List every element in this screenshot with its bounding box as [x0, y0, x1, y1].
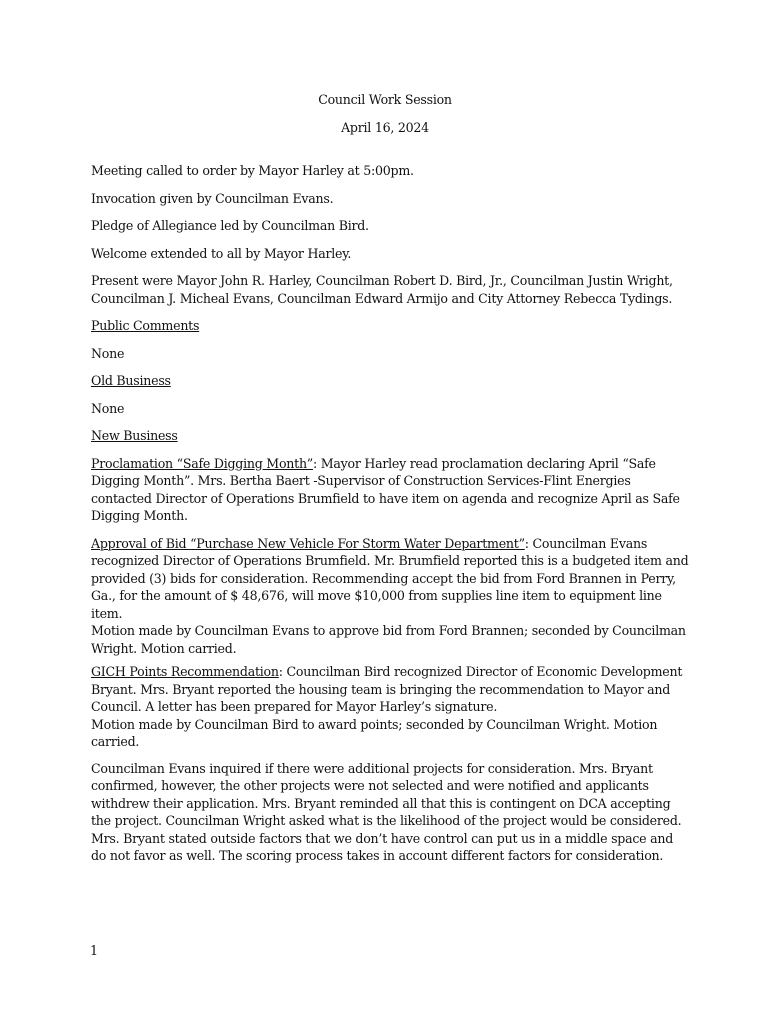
new-business-heading: New Business [91, 428, 178, 443]
agenda-item-motion: Motion made by Councilman Evans to approve bid from Ford Brannen; seconded by Councilman Wright. Motion carried. [91, 623, 686, 656]
public-comments-heading: Public Comments [91, 318, 200, 333]
agenda-item-body: : Councilman Bird recognized Director of Economic Development Bryant. Mrs. Bryant reported the housing team is bringing the recommendation to Mayor and Council. A letter has been prepared for Mayor Harley’s signature. [91, 664, 683, 714]
welcome: Welcome extended to all by Mayor Harley. [91, 245, 352, 261]
invocation: Invocation given by Councilman Evans. [91, 190, 334, 206]
agenda-item-body: : Mayor Harley read proclamation declaring April “Safe Digging Month”. Mrs. Bertha Baert -Supervisor of Construction Services-Flint Energies contacted Director of Operations Brumfield to have item on agenda and recognize April as Safe Digging Month. [91, 455, 680, 523]
call-to-order: Meeting called to order by Mayor Harley at 5:00pm. [91, 163, 414, 178]
agenda-item-title: GICH Points Recommendation [91, 664, 279, 679]
document-title: Council Work Session [318, 92, 452, 107]
agenda-item-body: : Councilman Evans recognized Director of Operations Brumfield. Mr. Brumfield reported this is a budgeted item and provided (3) bids for consideration. Recommending accept the bid from Ford Brannen in Perry, Ga., for the amount of $ 48,676, will move $10,000 from supplies line item to equipment line item. [91, 535, 689, 621]
page-number: 1 [90, 943, 99, 958]
document-body [91, 91, 691, 875]
agenda-item-motion: Motion made by Councilman Bird to award points; seconded by Councilman Wright. Motion carried. [91, 716, 658, 749]
old-business-heading: Old Business [91, 373, 171, 388]
meeting-date: April 16, 2024 [341, 119, 429, 135]
agenda-item-bid-approval [91, 535, 691, 623]
attendance: Present were Mayor John R. Harley, Councilman Robert D. Bird, Jr., Councilman Justin Wright, Councilman J. Micheal Evans, Councilman Edward Armijo and City Attorney Rebecca Tydings. [91, 273, 673, 306]
discussion-paragraph: Councilman Evans inquired if there were additional projects for consideration. Mrs. Bryant confirmed, however, the other projects were not selected and were notified and applicants withdrew their application. Mrs. Bryant reminded all that this is contingent on DCA accepting the project. Councilman Wright asked what is the likelihood of the project would be considered. Mrs. Bryant stated outside factors that we don’t have control can put us in a middle space and do not favor as well. The scoring process takes in account different factors for consideration. [91, 760, 682, 863]
agenda-item-title: Approval of Bid “Purchase New Vehicle For Storm Water Department” [91, 535, 525, 551]
agenda-item-gich-points [91, 663, 691, 716]
agenda-item-title: Proclamation “Safe Digging Month” [91, 455, 313, 471]
agenda-item-proclamation [91, 455, 691, 525]
pledge: Pledge of Allegiance led by Councilman Bird. [91, 218, 369, 233]
public-comments-text: None [91, 345, 125, 361]
old-business-text: None [91, 400, 125, 416]
